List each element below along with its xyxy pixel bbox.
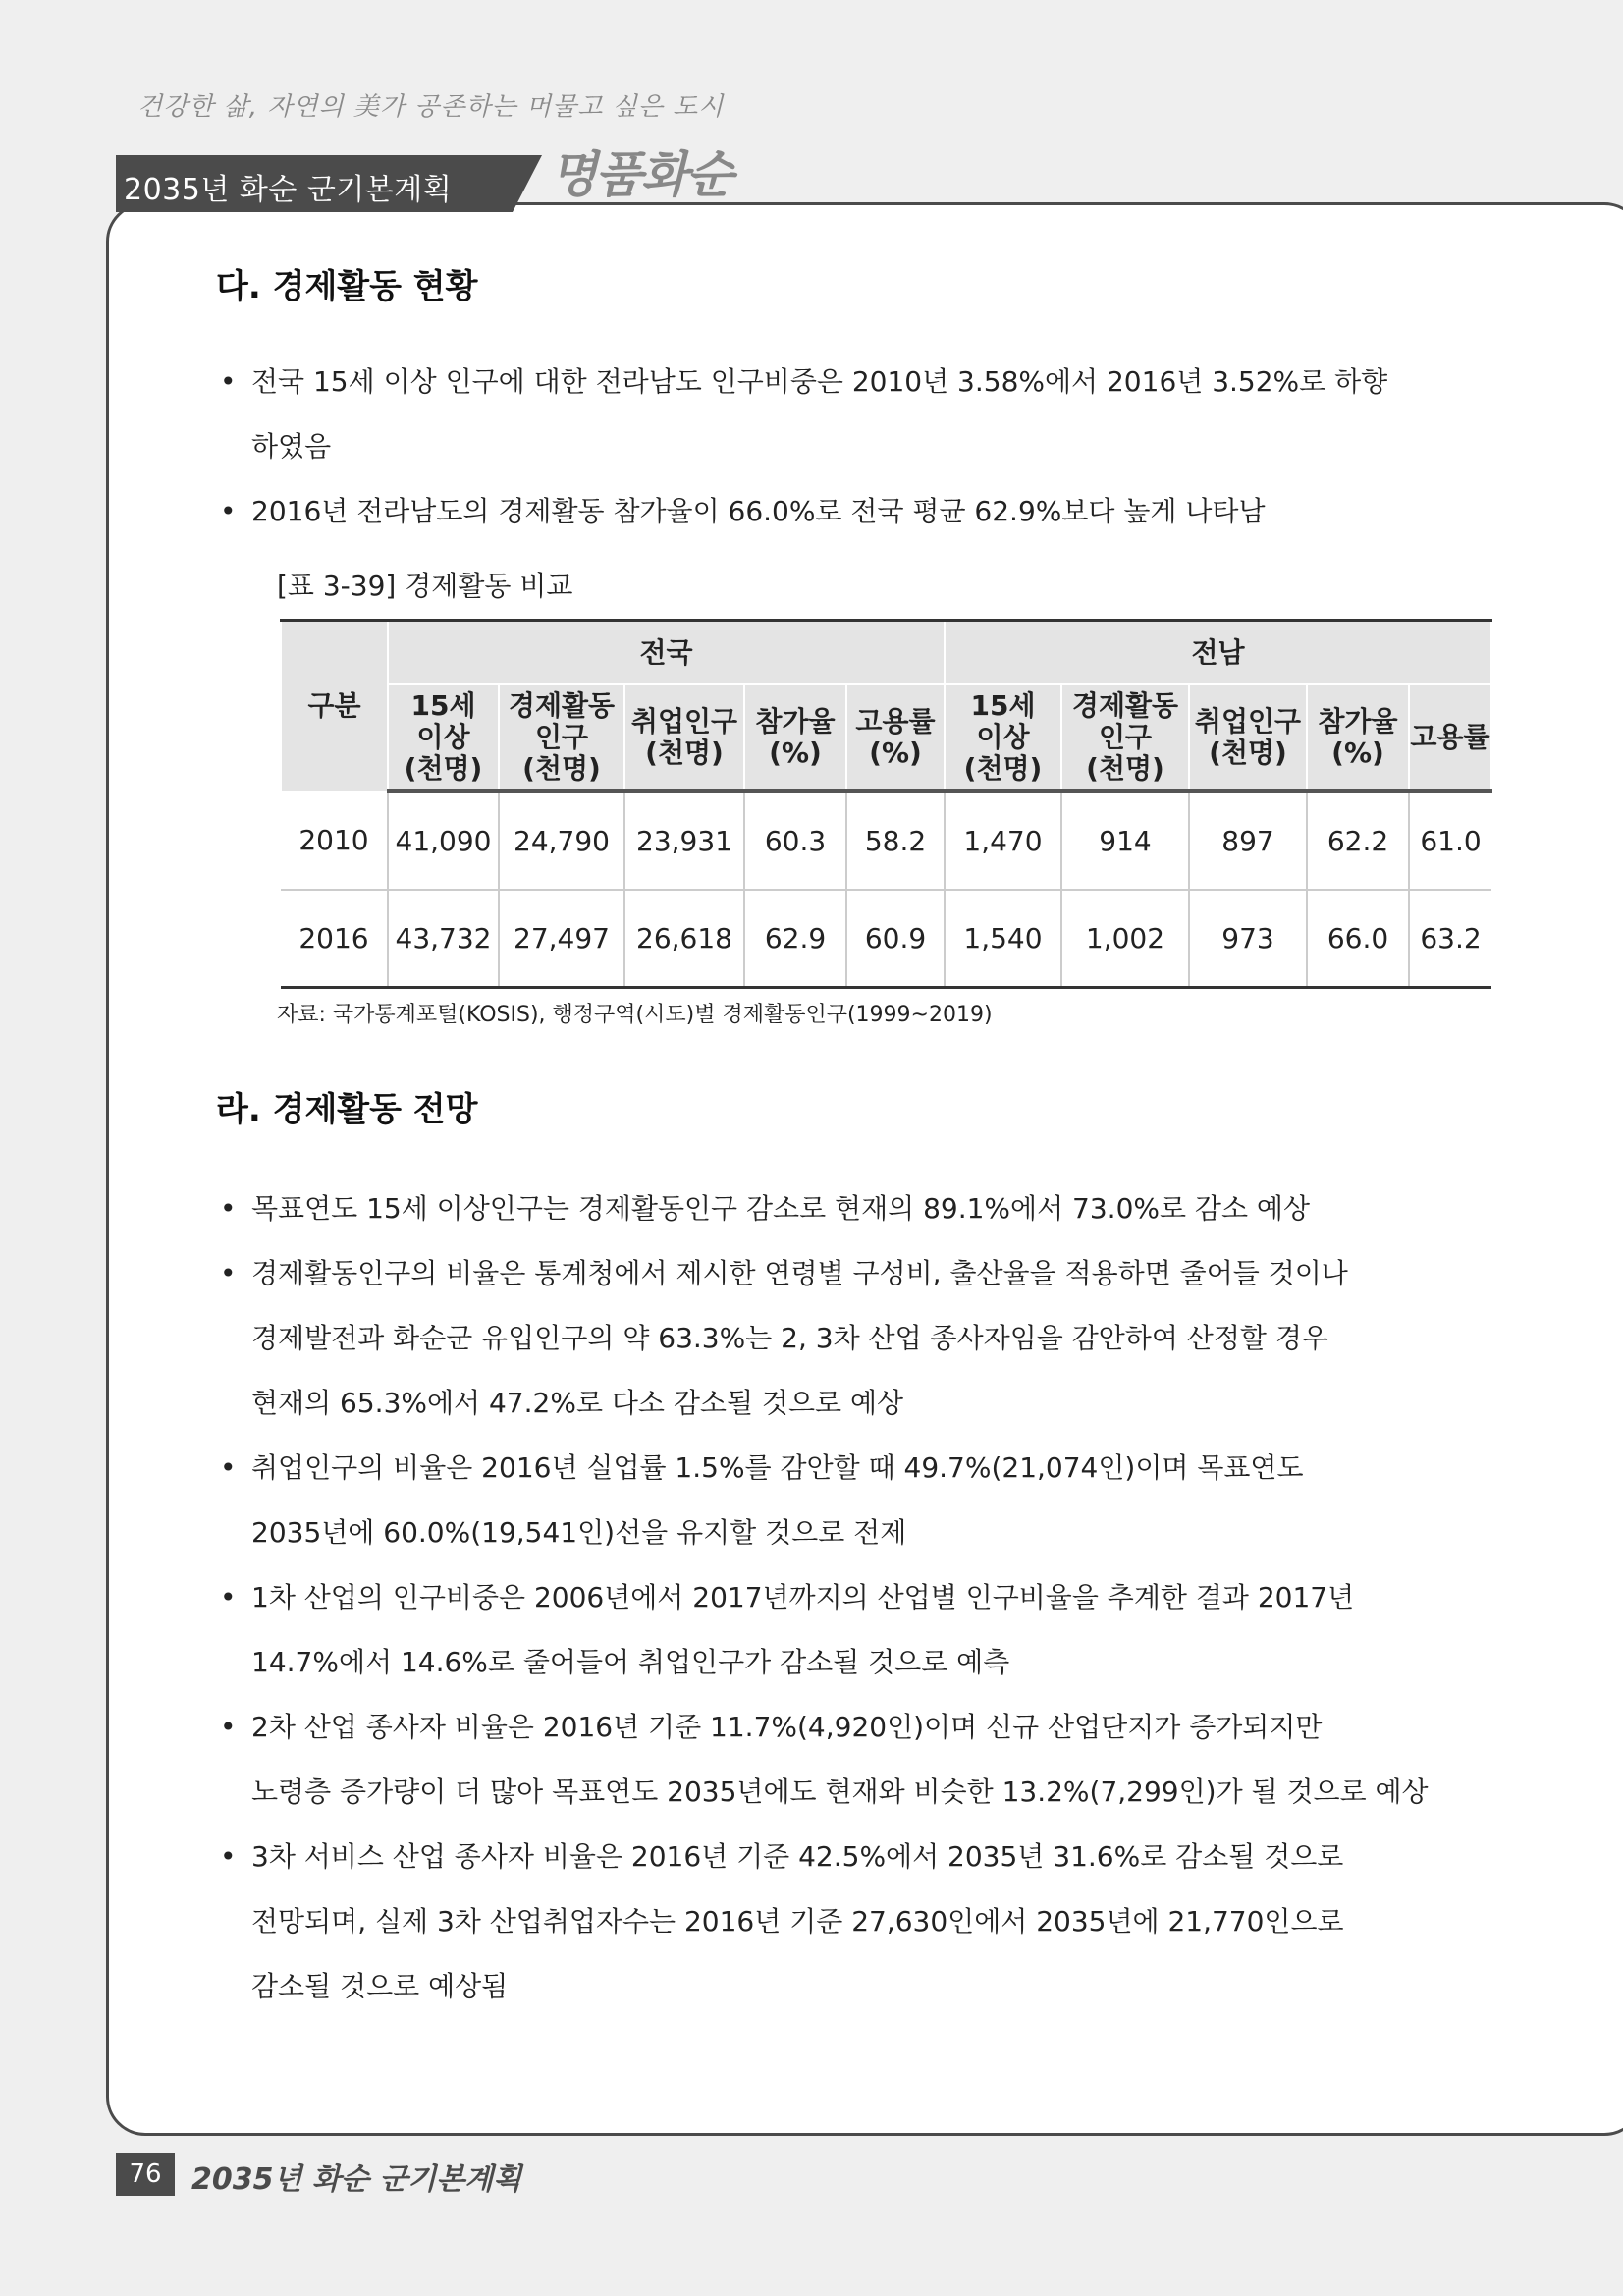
list-item [216,479,1443,544]
col-header: 취업인구 (천명) [624,684,744,792]
col-header: 고용률 [1409,684,1491,792]
bullet-list-da [216,350,1443,544]
list-item [216,1176,1443,1241]
col-header: 15세 이상 (천명) [388,684,499,792]
table-cell: 26,618 [624,890,744,988]
line: 경제발전과 화순군 유입인구의 약 63.3%는 2, 3차 산업 종사자임을 감안하여 산정할 경우 [251,1322,1328,1354]
list-item [216,350,1443,479]
table-cell: 61.0 [1409,792,1491,891]
line: 노령층 증가량이 더 많아 목표연도 2035년에도 현재와 비슷한 13.2%(7,299인)가 될 것으로 예상 [251,1776,1429,1808]
line: 전망되며, 실제 3차 산업취업자수는 2016년 기준 27,630인에서 2035년에 21,770인으로 [251,1905,1344,1938]
line: 경제활동인구의 비율은 통계청에서 제시한 연령별 구성비, 출산율을 적용하면 줄어들 것이나 [251,1257,1348,1289]
section-heading-ra: 라. 경제활동 전망 [216,1090,478,1129]
table-group-header-row [281,621,1491,685]
table-cell: 2010 [281,792,388,891]
line: 2035년에 60.0%(19,541인)선을 유지할 것으로 전제 [251,1516,907,1549]
table-row [281,792,1491,891]
plan-title: 2035년 화순 군기본계획 [124,173,453,207]
table-cell: 1,540 [945,890,1061,988]
table-cell: 62.9 [744,890,846,988]
footer-title: 2035년 화순 군기본계획 [191,2162,522,2197]
col-header: 참가율 (%) [744,684,846,792]
line: 14.7%에서 14.6%로 줄어들어 취업인구가 감소될 것으로 예측 [251,1646,1010,1678]
line: 2016년 전라남도의 경제활동 참가율이 66.0%로 전국 평균 62.9%보다 높게 나타남 [251,495,1266,527]
economic-activity-table [280,619,1492,989]
table-cell: 27,497 [499,890,624,988]
table-cell: 1,002 [1061,890,1189,988]
line: 하였음 [251,430,332,463]
table-cell: 1,470 [945,792,1061,891]
table-row [281,890,1491,988]
table-source: 자료: 국가통계포털(KOSIS), 행정구역(시도)별 경제활동인구(1999~2019) [277,1003,993,1027]
table-cell: 914 [1061,792,1189,891]
tab-corner [513,155,542,212]
bullet-icon: • [220,1451,237,1484]
bullet-icon: • [220,1192,237,1225]
group-header-jeonnam: 전남 [945,621,1491,685]
bullet-icon: • [220,1581,237,1613]
table-cell: 973 [1189,890,1307,988]
bullet-icon: • [220,495,237,527]
table-cell: 24,790 [499,792,624,891]
col-header: 참가율 (%) [1307,684,1409,792]
header-tab [116,155,513,212]
table-cell: 23,931 [624,792,744,891]
line: 목표연도 15세 이상인구는 경제활동인구 감소로 현재의 89.1%에서 73.0%로 감소 예상 [251,1192,1311,1225]
table-cell: 58.2 [846,792,945,891]
table-cell: 63.2 [1409,890,1491,988]
table-column-header-row [281,684,1491,792]
bullet-icon: • [220,365,237,398]
header-motto: 건강한 삶, 자연의 美가 공존하는 머물고 싶은 도시 [137,92,725,122]
list-item [216,1565,1443,1695]
table-cell: 62.2 [1307,792,1409,891]
logo: 명품화순 [550,145,732,203]
col-header: 경제활동 인구 (천명) [1061,684,1189,792]
line: 현재의 65.3%에서 47.2%로 다소 감소될 것으로 예상 [251,1387,904,1419]
col-header: 15세 이상 (천명) [945,684,1061,792]
table-cell: 43,732 [388,890,499,988]
col-header: 고용률 (%) [846,684,945,792]
line: 2차 산업 종사자 비율은 2016년 기준 11.7%(4,920인)이며 신규 산업단지가 증가되지만 [251,1711,1323,1743]
col-header: 경제활동 인구 (천명) [499,684,624,792]
table-cell: 897 [1189,792,1307,891]
line: 전국 15세 이상 인구에 대한 전라남도 인구비중은 2010년 3.58%에서 2016년 3.52%로 하향 [251,365,1388,398]
table-caption: [표 3-39] 경제활동 비교 [277,570,573,602]
line: 감소될 것으로 예상됨 [251,1970,509,2002]
table-cell: 60.3 [744,792,846,891]
table-cell: 41,090 [388,792,499,891]
bullet-icon: • [220,1711,237,1743]
line: 1차 산업의 인구비중은 2006년에서 2017년까지의 산업별 인구비율을 추계한 결과 2017년 [251,1581,1355,1613]
col-header: 취업인구 (천명) [1189,684,1307,792]
table-cell: 66.0 [1307,890,1409,988]
bullet-icon: • [220,1840,237,1873]
section-heading-da: 다. 경제활동 현황 [216,267,478,306]
list-item [216,1825,1443,2019]
bullet-list-ra [216,1176,1443,2019]
list-item [216,1241,1443,1436]
line: 3차 서비스 산업 종사자 비율은 2016년 기준 42.5%에서 2035년 31.6%로 감소될 것으로 [251,1840,1344,1873]
table-cell: 2016 [281,890,388,988]
line: 취업인구의 비율은 2016년 실업률 1.5%를 감안할 때 49.7%(21,074인)이며 목표연도 [251,1451,1304,1484]
list-item [216,1436,1443,1565]
row-header-label: 구분 [281,621,388,792]
group-header-national: 전국 [388,621,945,685]
table-cell: 60.9 [846,890,945,988]
page-number: 76 [116,2153,175,2196]
bullet-icon: • [220,1257,237,1289]
list-item [216,1695,1443,1825]
